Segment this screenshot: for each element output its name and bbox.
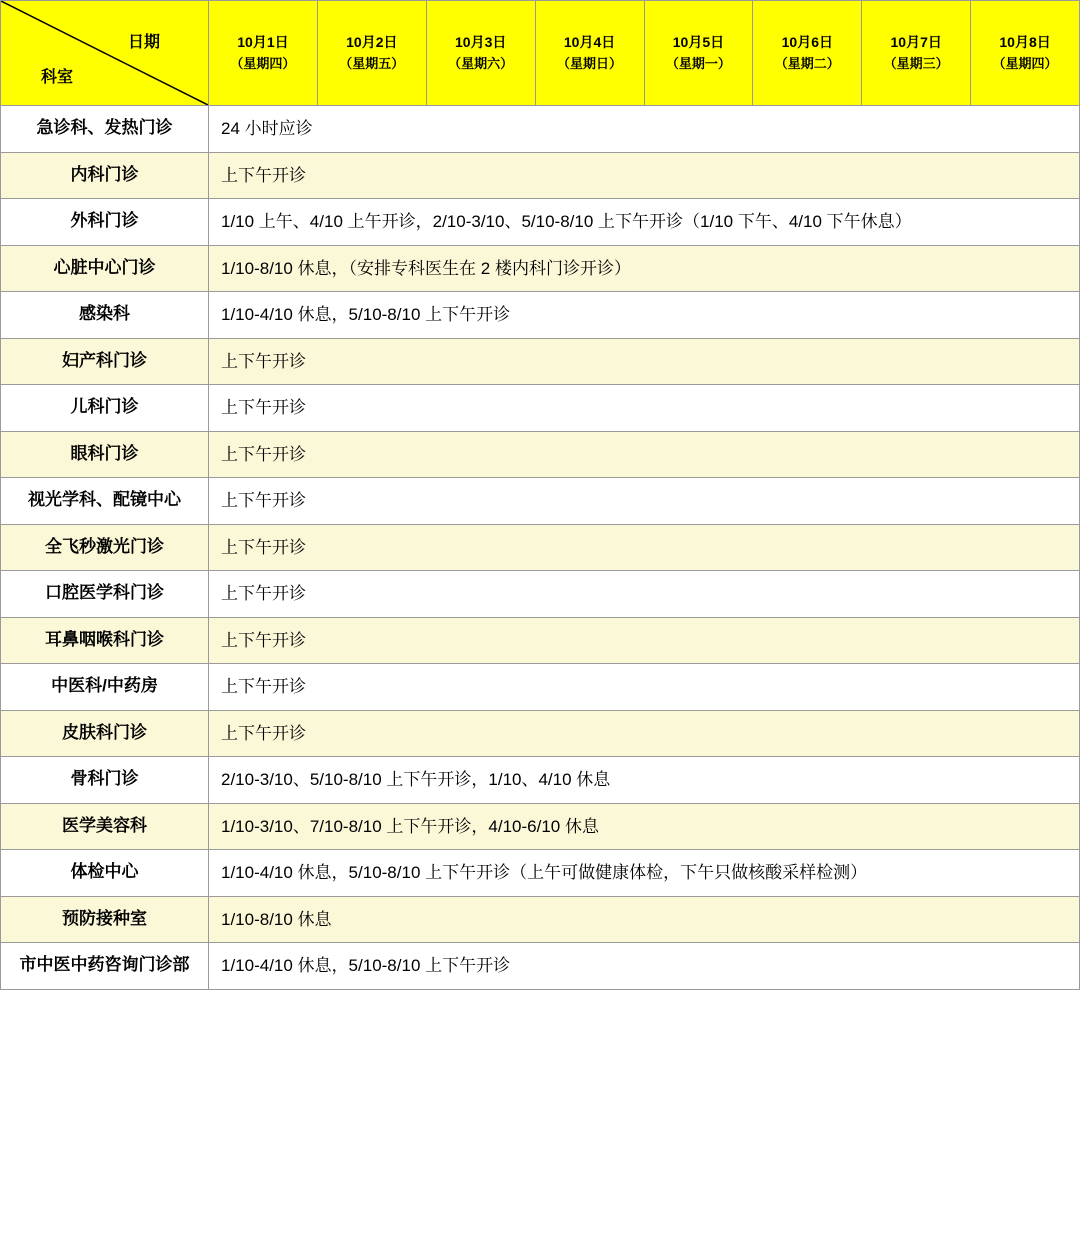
table-body xyxy=(1,106,1080,990)
header-day-8 xyxy=(971,1,1080,106)
dept-name: 体检中心 xyxy=(1,850,209,897)
header-day-weekday: （星期四） xyxy=(230,55,296,71)
schedule-text: 上下午开诊 xyxy=(209,571,1080,618)
header-day-date: 10月6日 xyxy=(781,34,833,51)
table-row xyxy=(1,803,1080,850)
schedule-text: 上下午开诊 xyxy=(209,664,1080,711)
table-row xyxy=(1,664,1080,711)
header-day-4 xyxy=(535,1,644,106)
schedule-text: 上下午开诊 xyxy=(209,710,1080,757)
header-day-date: 10月8日 xyxy=(999,34,1051,51)
schedule-text: 上下午开诊 xyxy=(209,385,1080,432)
schedule-text: 1/10-8/10 休息 xyxy=(209,896,1080,943)
header-day-5 xyxy=(644,1,753,106)
schedule-text: 1/10-4/10 休息，5/10-8/10 上下午开诊 xyxy=(209,292,1080,339)
dept-name: 耳鼻咽喉科门诊 xyxy=(1,617,209,664)
schedule-text: 上下午开诊 xyxy=(209,524,1080,571)
schedule-text: 上下午开诊 xyxy=(209,338,1080,385)
header-day-weekday: （星期一） xyxy=(665,55,731,71)
diagonal-divider-icon xyxy=(1,1,208,105)
dept-name: 心脏中心门诊 xyxy=(1,245,209,292)
table-row xyxy=(1,478,1080,525)
header-day-date: 10月1日 xyxy=(237,34,289,51)
table-row xyxy=(1,896,1080,943)
table-row xyxy=(1,571,1080,618)
header-day-date: 10月3日 xyxy=(455,34,507,51)
dept-name: 骨科门诊 xyxy=(1,757,209,804)
table-row xyxy=(1,152,1080,199)
header-day-weekday: （星期日） xyxy=(557,55,623,71)
table-row xyxy=(1,431,1080,478)
schedule-text: 上下午开诊 xyxy=(209,431,1080,478)
schedule-text: 上下午开诊 xyxy=(209,478,1080,525)
table-row xyxy=(1,524,1080,571)
dept-name: 市中医中药咨询门诊部 xyxy=(1,943,209,990)
header-dept-label: 科室 xyxy=(41,69,74,86)
dept-name: 中医科/中药房 xyxy=(1,664,209,711)
table-row xyxy=(1,385,1080,432)
header-day-2 xyxy=(317,1,426,106)
header-day-weekday: （星期四） xyxy=(992,55,1058,71)
header-day-date: 10月4日 xyxy=(563,34,616,51)
header-day-weekday: （星期二） xyxy=(774,55,840,71)
dept-name: 急诊科、发热门诊 xyxy=(1,106,209,153)
header-day-date: 10月5日 xyxy=(672,34,725,51)
dept-name: 皮肤科门诊 xyxy=(1,710,209,757)
dept-name: 全飞秒激光门诊 xyxy=(1,524,209,571)
header-day-date: 10月2日 xyxy=(346,34,398,51)
table-row xyxy=(1,943,1080,990)
table-row xyxy=(1,617,1080,664)
schedule-text: 1/10 上午、4/10 上午开诊，2/10-3/10、5/10-8/10 上下午开诊（1/10 下午、4/10 下午休息） xyxy=(209,199,1080,246)
header-day-weekday: （星期三） xyxy=(883,55,949,71)
table-row xyxy=(1,710,1080,757)
table-header xyxy=(1,1,1080,106)
schedule-text: 1/10-4/10 休息，5/10-8/10 上下午开诊（上午可做健康体检，下午只做核酸采样检测） xyxy=(209,850,1080,897)
table-row xyxy=(1,199,1080,246)
schedule-text: 1/10-3/10、7/10-8/10 上下午开诊，4/10-6/10 休息 xyxy=(209,803,1080,850)
dept-name: 医学美容科 xyxy=(1,803,209,850)
table-row xyxy=(1,292,1080,339)
header-date-label: 日期 xyxy=(127,34,160,51)
schedule-text: 24 小时应诊 xyxy=(209,106,1080,153)
dept-name: 眼科门诊 xyxy=(1,431,209,478)
dept-name: 儿科门诊 xyxy=(1,385,209,432)
dept-name: 妇产科门诊 xyxy=(1,338,209,385)
table-row xyxy=(1,245,1080,292)
table-row xyxy=(1,338,1080,385)
dept-name: 内科门诊 xyxy=(1,152,209,199)
header-day-6 xyxy=(753,1,862,106)
table-row xyxy=(1,106,1080,153)
header-day-7 xyxy=(862,1,971,106)
header-corner-cell xyxy=(1,1,209,106)
schedule-text: 上下午开诊 xyxy=(209,617,1080,664)
header-day-1 xyxy=(209,1,318,106)
dept-name: 外科门诊 xyxy=(1,199,209,246)
header-day-3 xyxy=(426,1,535,106)
schedule-text: 1/10-4/10 休息，5/10-8/10 上下午开诊 xyxy=(209,943,1080,990)
schedule-text: 2/10-3/10、5/10-8/10 上下午开诊，1/10、4/10 休息 xyxy=(209,757,1080,804)
table-row xyxy=(1,850,1080,897)
schedule-text: 上下午开诊 xyxy=(209,152,1080,199)
schedule-text: 1/10-8/10 休息，（安排专科医生在 2 楼内科门诊开诊） xyxy=(209,245,1080,292)
dept-name: 口腔医学科门诊 xyxy=(1,571,209,618)
header-day-weekday: （星期五） xyxy=(339,55,405,71)
dept-name: 视光学科、配镜中心 xyxy=(1,478,209,525)
dept-name: 预防接种室 xyxy=(1,896,209,943)
dept-name: 感染科 xyxy=(1,292,209,339)
header-day-date: 10月7日 xyxy=(890,34,942,51)
table-row xyxy=(1,757,1080,804)
header-day-weekday: （星期六） xyxy=(448,55,514,71)
header-row xyxy=(1,1,1080,106)
